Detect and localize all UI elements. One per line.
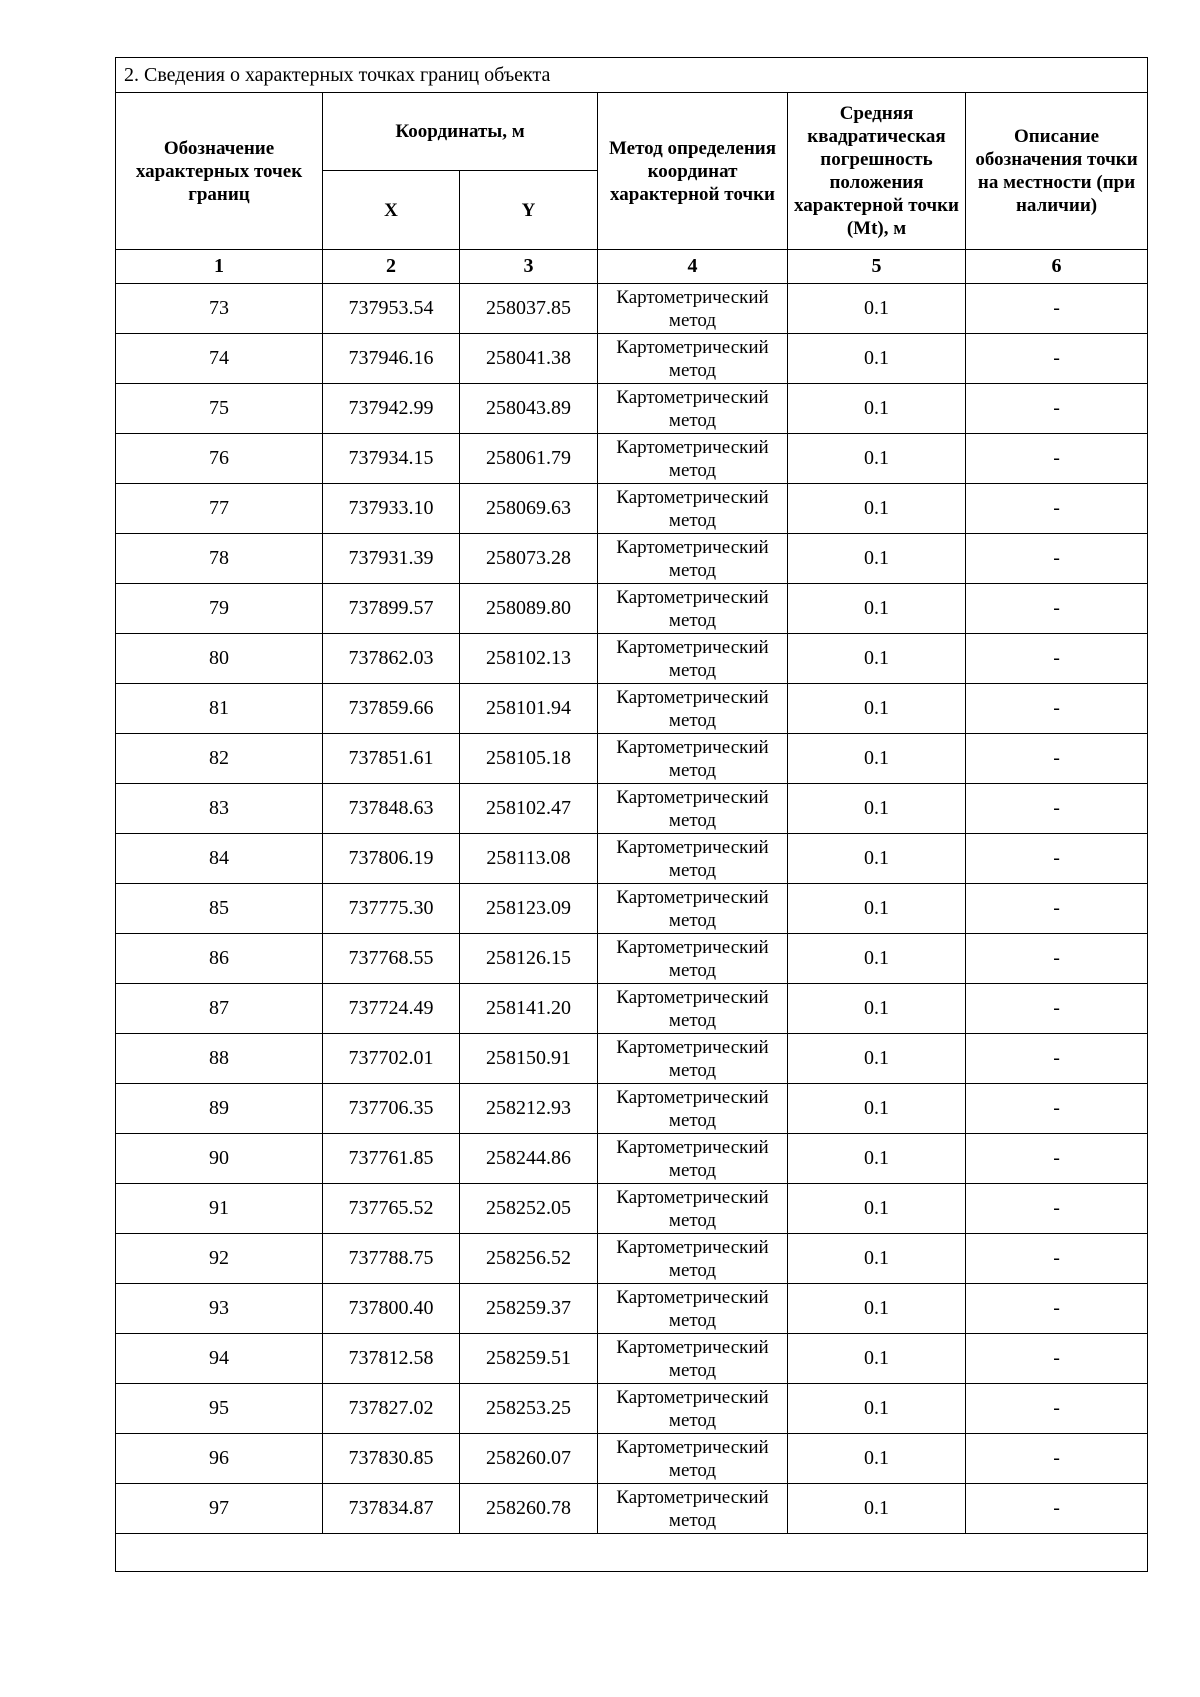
x-coordinate-cell: 737724.49 (323, 984, 460, 1034)
table-row (116, 1084, 1148, 1134)
error-cell: 0.1 (788, 984, 966, 1034)
empty-footer-row (116, 1534, 1148, 1572)
description-cell: - (966, 284, 1148, 334)
point-cell: 81 (116, 684, 323, 734)
error-cell: 0.1 (788, 334, 966, 384)
y-coordinate-cell: 258089.80 (460, 584, 598, 634)
point-cell: 88 (116, 1034, 323, 1084)
error-cell: 0.1 (788, 384, 966, 434)
table-row (116, 634, 1148, 684)
point-cell: 75 (116, 384, 323, 434)
y-coordinate-cell: 258260.78 (460, 1484, 598, 1534)
table-row (116, 284, 1148, 334)
description-cell: - (966, 734, 1148, 784)
method-cell: Картометрический метод (598, 1484, 788, 1534)
point-cell: 82 (116, 734, 323, 784)
point-cell: 93 (116, 1284, 323, 1334)
method-cell: Картометрический метод (598, 1284, 788, 1334)
y-coordinate-cell: 258043.89 (460, 384, 598, 434)
x-coordinate-cell: 737775.30 (323, 884, 460, 934)
y-coordinate-cell: 258041.38 (460, 334, 598, 384)
y-coordinate-cell: 258123.09 (460, 884, 598, 934)
y-coordinate-cell: 258037.85 (460, 284, 598, 334)
y-coordinate-cell: 258260.07 (460, 1434, 598, 1484)
table-row (116, 1034, 1148, 1084)
method-cell: Картометрический метод (598, 684, 788, 734)
y-coordinate-cell: 258061.79 (460, 434, 598, 484)
error-cell: 0.1 (788, 1284, 966, 1334)
description-cell: - (966, 1434, 1148, 1484)
x-coordinate-cell: 737706.35 (323, 1084, 460, 1134)
method-cell: Картометрический метод (598, 1184, 788, 1234)
error-cell: 0.1 (788, 484, 966, 534)
method-cell: Картометрический метод (598, 384, 788, 434)
error-cell: 0.1 (788, 1084, 966, 1134)
description-cell: - (966, 1134, 1148, 1184)
table-row (116, 584, 1148, 634)
y-coordinate-cell: 258244.86 (460, 1134, 598, 1184)
x-coordinate-cell: 737931.39 (323, 534, 460, 584)
method-cell: Картометрический метод (598, 484, 788, 534)
column-numbers-row (116, 250, 1148, 284)
x-coordinate-cell: 737933.10 (323, 484, 460, 534)
x-coordinate-cell: 737899.57 (323, 584, 460, 634)
point-cell: 96 (116, 1434, 323, 1484)
y-coordinate-cell: 258069.63 (460, 484, 598, 534)
method-cell: Картометрический метод (598, 584, 788, 634)
description-cell: - (966, 884, 1148, 934)
x-coordinate-cell: 737942.99 (323, 384, 460, 434)
method-cell: Картометрический метод (598, 1084, 788, 1134)
error-cell: 0.1 (788, 1434, 966, 1484)
x-coordinate-cell: 737848.63 (323, 784, 460, 834)
y-coordinate-cell: 258101.94 (460, 684, 598, 734)
x-coordinate-cell: 737830.85 (323, 1434, 460, 1484)
method-cell: Картометрический метод (598, 934, 788, 984)
description-cell: - (966, 684, 1148, 734)
x-coordinate-cell: 737946.16 (323, 334, 460, 384)
error-cell: 0.1 (788, 1384, 966, 1434)
description-cell: - (966, 584, 1148, 634)
x-coordinate-cell: 737788.75 (323, 1234, 460, 1284)
y-coordinate-cell: 258102.47 (460, 784, 598, 834)
x-coordinate-cell: 737806.19 (323, 834, 460, 884)
error-cell: 0.1 (788, 284, 966, 334)
point-cell: 86 (116, 934, 323, 984)
table-row (116, 434, 1148, 484)
point-cell: 79 (116, 584, 323, 634)
y-coordinate-cell: 258259.37 (460, 1284, 598, 1334)
method-cell: Картометрический метод (598, 334, 788, 384)
description-cell: - (966, 934, 1148, 984)
y-coordinate-cell: 258150.91 (460, 1034, 598, 1084)
table-row (116, 1234, 1148, 1284)
description-cell: - (966, 1234, 1148, 1284)
x-coordinate-cell: 737834.87 (323, 1484, 460, 1534)
table-body (116, 284, 1148, 1534)
method-cell: Картометрический метод (598, 284, 788, 334)
x-coordinate-cell: 737827.02 (323, 1384, 460, 1434)
method-cell: Картометрический метод (598, 984, 788, 1034)
description-cell: - (966, 1034, 1148, 1084)
table-row (116, 884, 1148, 934)
description-cell: - (966, 1084, 1148, 1134)
description-cell: - (966, 1184, 1148, 1234)
description-cell: - (966, 534, 1148, 584)
error-cell: 0.1 (788, 1134, 966, 1184)
description-cell: - (966, 484, 1148, 534)
description-cell: - (966, 1334, 1148, 1384)
point-cell: 91 (116, 1184, 323, 1234)
empty-footer-cell (116, 1534, 1148, 1572)
description-cell: - (966, 634, 1148, 684)
description-cell: - (966, 1484, 1148, 1534)
y-coordinate-cell: 258102.13 (460, 634, 598, 684)
point-cell: 89 (116, 1084, 323, 1134)
method-cell: Картометрический метод (598, 534, 788, 584)
y-coordinate-cell: 258105.18 (460, 734, 598, 784)
point-cell: 83 (116, 784, 323, 834)
y-coordinate-cell: 258113.08 (460, 834, 598, 884)
method-cell: Картометрический метод (598, 434, 788, 484)
y-coordinate-cell: 258252.05 (460, 1184, 598, 1234)
point-cell: 80 (116, 634, 323, 684)
point-cell: 84 (116, 834, 323, 884)
point-cell: 76 (116, 434, 323, 484)
error-cell: 0.1 (788, 1184, 966, 1234)
header-y: Y (460, 171, 598, 250)
header-description: Описание обозначения точки на местности (при наличии) (966, 93, 1148, 250)
y-coordinate-cell: 258259.51 (460, 1334, 598, 1384)
method-cell: Картометрический метод (598, 1434, 788, 1484)
description-cell: - (966, 434, 1148, 484)
error-cell: 0.1 (788, 634, 966, 684)
method-cell: Картометрический метод (598, 834, 788, 884)
y-coordinate-cell: 258212.93 (460, 1084, 598, 1134)
header-error: Средняя квадратическая погрешность положения характерной точки (Mt), м (788, 93, 966, 250)
y-coordinate-cell: 258141.20 (460, 984, 598, 1034)
section-title: 2. Сведения о характерных точках границ объекта (116, 58, 1148, 93)
x-coordinate-cell: 737934.15 (323, 434, 460, 484)
description-cell: - (966, 834, 1148, 884)
table-row (116, 934, 1148, 984)
column-number: 3 (460, 250, 598, 284)
column-number: 6 (966, 250, 1148, 284)
method-cell: Картометрический метод (598, 784, 788, 834)
error-cell: 0.1 (788, 1234, 966, 1284)
table-row (116, 984, 1148, 1034)
column-number: 4 (598, 250, 788, 284)
table-row (116, 1434, 1148, 1484)
description-cell: - (966, 784, 1148, 834)
error-cell: 0.1 (788, 884, 966, 934)
y-coordinate-cell: 258253.25 (460, 1384, 598, 1434)
table-row (116, 734, 1148, 784)
x-coordinate-cell: 737953.54 (323, 284, 460, 334)
y-coordinate-cell: 258256.52 (460, 1234, 598, 1284)
point-cell: 77 (116, 484, 323, 534)
table-row (116, 484, 1148, 534)
error-cell: 0.1 (788, 1484, 966, 1534)
table-row (116, 1184, 1148, 1234)
method-cell: Картометрический метод (598, 1334, 788, 1384)
x-coordinate-cell: 737765.52 (323, 1184, 460, 1234)
y-coordinate-cell: 258073.28 (460, 534, 598, 584)
method-cell: Картометрический метод (598, 1384, 788, 1434)
error-cell: 0.1 (788, 584, 966, 634)
header-designation: Обозначение характерных точек границ (116, 93, 323, 250)
table-row (116, 684, 1148, 734)
table-row (116, 1484, 1148, 1534)
point-cell: 94 (116, 1334, 323, 1384)
point-cell: 73 (116, 284, 323, 334)
point-cell: 92 (116, 1234, 323, 1284)
description-cell: - (966, 384, 1148, 434)
error-cell: 0.1 (788, 1034, 966, 1084)
description-cell: - (966, 984, 1148, 1034)
column-number: 1 (116, 250, 323, 284)
error-cell: 0.1 (788, 434, 966, 484)
point-cell: 90 (116, 1134, 323, 1184)
boundary-points-table (115, 57, 1148, 1572)
method-cell: Картометрический метод (598, 1134, 788, 1184)
error-cell: 0.1 (788, 534, 966, 584)
method-cell: Картометрический метод (598, 634, 788, 684)
point-cell: 97 (116, 1484, 323, 1534)
point-cell: 95 (116, 1384, 323, 1434)
x-coordinate-cell: 737702.01 (323, 1034, 460, 1084)
x-coordinate-cell: 737812.58 (323, 1334, 460, 1384)
x-coordinate-cell: 737859.66 (323, 684, 460, 734)
table-row (116, 784, 1148, 834)
header-method: Метод определения координат характерной точки (598, 93, 788, 250)
description-cell: - (966, 334, 1148, 384)
table-row (116, 334, 1148, 384)
method-cell: Картометрический метод (598, 1234, 788, 1284)
description-cell: - (966, 1384, 1148, 1434)
error-cell: 0.1 (788, 1334, 966, 1384)
header-x: X (323, 171, 460, 250)
table-row (116, 534, 1148, 584)
x-coordinate-cell: 737768.55 (323, 934, 460, 984)
point-cell: 74 (116, 334, 323, 384)
table-row (116, 1284, 1148, 1334)
method-cell: Картометрический метод (598, 1034, 788, 1084)
method-cell: Картометрический метод (598, 884, 788, 934)
x-coordinate-cell: 737851.61 (323, 734, 460, 784)
x-coordinate-cell: 737800.40 (323, 1284, 460, 1334)
x-coordinate-cell: 737862.03 (323, 634, 460, 684)
column-number: 2 (323, 250, 460, 284)
table-row (116, 834, 1148, 884)
error-cell: 0.1 (788, 834, 966, 884)
error-cell: 0.1 (788, 784, 966, 834)
column-number: 5 (788, 250, 966, 284)
header-coordinates: Координаты, м (323, 93, 598, 171)
error-cell: 0.1 (788, 934, 966, 984)
table-row (116, 1134, 1148, 1184)
x-coordinate-cell: 737761.85 (323, 1134, 460, 1184)
table-row (116, 384, 1148, 434)
table-row (116, 1334, 1148, 1384)
point-cell: 87 (116, 984, 323, 1034)
point-cell: 78 (116, 534, 323, 584)
error-cell: 0.1 (788, 734, 966, 784)
y-coordinate-cell: 258126.15 (460, 934, 598, 984)
table-row (116, 1384, 1148, 1434)
method-cell: Картометрический метод (598, 734, 788, 784)
error-cell: 0.1 (788, 684, 966, 734)
description-cell: - (966, 1284, 1148, 1334)
point-cell: 85 (116, 884, 323, 934)
